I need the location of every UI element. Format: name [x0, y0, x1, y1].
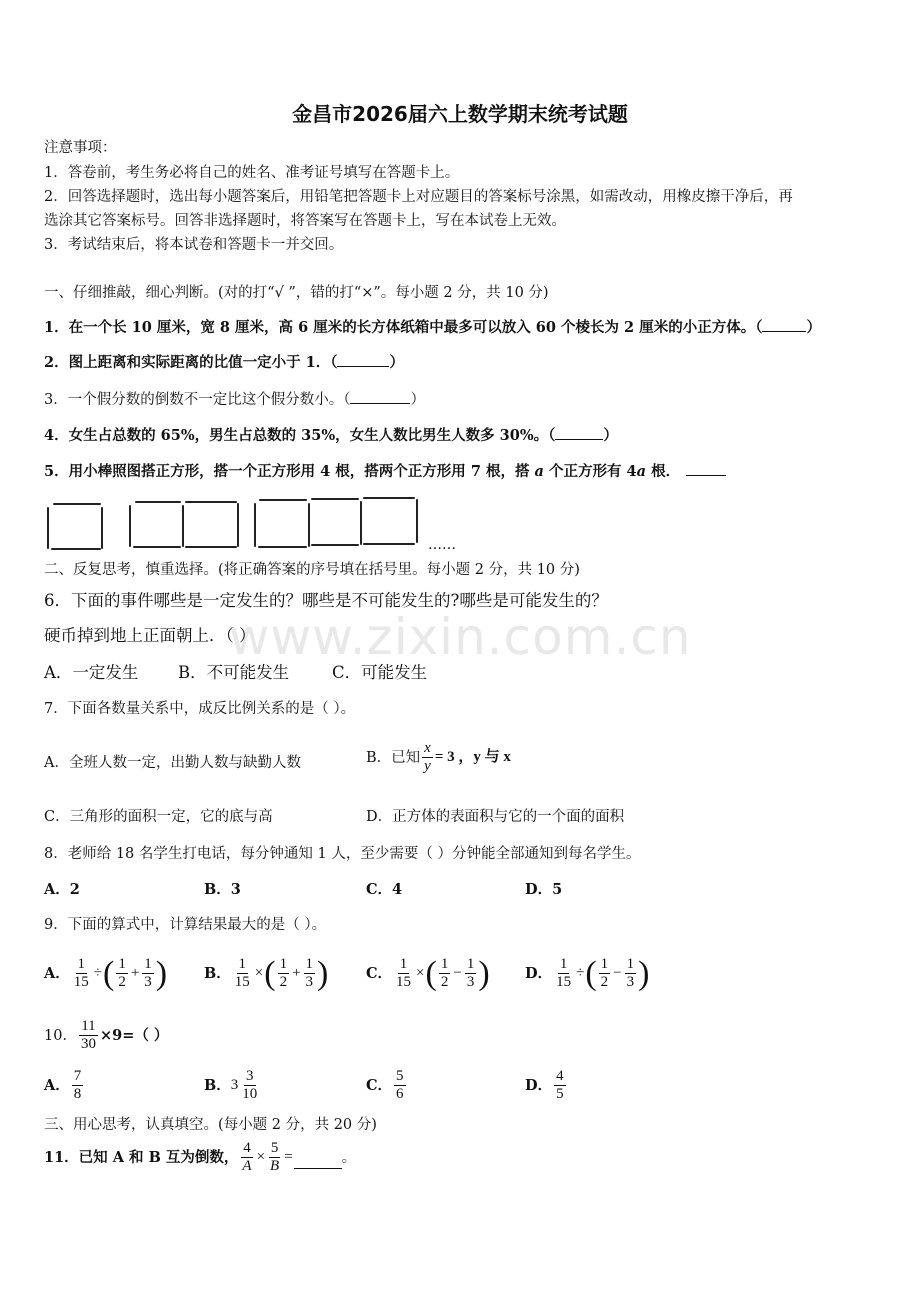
- three-squares-figure: [255, 498, 417, 547]
- question-10-label: 10．: [44, 1027, 77, 1044]
- question-4: [44, 425, 618, 444]
- question-7-b-post: = 3 ，y 与 x: [434, 749, 511, 766]
- question-1-close: ）: [806, 319, 821, 336]
- question-9-option-d[interactable]: [525, 956, 649, 992]
- question-5-pre: 5．用小棒照图搭正方形，搭一个正方形用 4 根，搭两个正方形用 7 根，搭: [44, 463, 535, 480]
- section1-heading: 一、仔细推敲，细心判断。(对的打“√ ”，错的打“×”。每小题 2 分，共 10 分): [44, 285, 549, 301]
- notice-item-3: 3．考试结束后，将本试卷和答题卡一并交回。: [44, 237, 344, 253]
- fraction-1-3: $\frac{1}{3}$: [466, 956, 475, 991]
- operator: −: [613, 965, 622, 982]
- operator: ×: [254, 965, 264, 982]
- question-8-option-d[interactable]: D．5: [525, 881, 563, 898]
- question-4-close: ）: [603, 427, 618, 444]
- question-11: [44, 1140, 356, 1176]
- operator: ÷: [93, 965, 102, 982]
- question-10-option-c[interactable]: [366, 1068, 408, 1104]
- question-9-option-c[interactable]: [366, 956, 490, 992]
- fraction-4-5: $\frac{4}{5}$: [556, 1068, 564, 1103]
- question-2-text: 2．图上距离和实际距离的比值一定小于 1．（: [44, 354, 338, 371]
- question-2: [44, 352, 404, 371]
- option-label: B．: [204, 964, 231, 982]
- question-5-mid: 个正方形有 4: [543, 463, 637, 480]
- question-5-var-a: a: [534, 463, 544, 480]
- fraction-1-15: $\frac{1}{15}$: [556, 956, 572, 991]
- operator: ×: [416, 965, 425, 982]
- watermark: www.zixin.com.cn: [228, 608, 692, 666]
- fraction-1-2: $\frac{1}{2}$: [440, 956, 449, 991]
- question-5-post: 根．: [646, 463, 681, 480]
- question-3: [44, 389, 425, 408]
- section2-heading: 二、反复思考，慎重选择。(将正确答案的序号填在括号里。每小题 2 分，共 10 分): [44, 562, 580, 578]
- fraction-1-3: $\frac{1}{3}$: [305, 956, 314, 991]
- question-10-stem: [44, 1018, 168, 1054]
- option-label: A．: [44, 1076, 70, 1094]
- question-6-option-a[interactable]: A．一定发生: [44, 663, 139, 682]
- fraction-x-over-y: $\frac{x}{y}$: [424, 740, 431, 775]
- question-3-text: 3．一个假分数的倒数不一定比这个假分数小。（: [44, 392, 351, 408]
- question-7-option-b[interactable]: [366, 740, 511, 776]
- question-7-option-c[interactable]: C．三角形的面积一定，它的底与高: [44, 809, 273, 825]
- fraction-1-15: $\frac{1}{15}$: [234, 956, 250, 991]
- answer-blank-3[interactable]: [350, 389, 410, 404]
- two-squares-figure: [130, 502, 238, 547]
- question-5: [44, 461, 726, 480]
- equals-sign: =: [284, 1149, 293, 1166]
- question-8-option-a[interactable]: A．2: [44, 881, 80, 898]
- left-paren: (: [585, 954, 597, 992]
- left-paren: (: [264, 954, 276, 992]
- question-6-stem: 6．下面的事件哪些是一定发生的？哪些是不可能发生的?哪些是可能发生的？: [44, 591, 608, 610]
- answer-blank-11[interactable]: [294, 1154, 342, 1169]
- operator: +: [292, 965, 301, 982]
- notice-heading: 注意事项：: [44, 140, 117, 156]
- fraction-1-15: $\frac{1}{15}$: [396, 956, 412, 991]
- question-9-stem: 9．下面的算式中，计算结果最大的是（ ）。: [44, 917, 327, 933]
- question-7-stem: 7．下面各数量关系中，成反比例关系的是（ ）。: [44, 701, 356, 717]
- question-11-pre: 11．已知 A 和 B 互为倒数，: [44, 1148, 239, 1166]
- answer-blank-1[interactable]: [762, 317, 806, 332]
- question-4-text: 4．女生占总数的 65%，男生占总数的 35%，女生人数比男生人数多 30%。（: [44, 427, 556, 444]
- answer-blank-2[interactable]: [337, 352, 389, 367]
- fraction-11-30: $\frac{11}{30}$: [80, 1018, 96, 1053]
- one-square-figure: [48, 504, 102, 549]
- question-7-b-pre: B．已知: [366, 749, 421, 766]
- question-10-option-b[interactable]: [204, 1068, 261, 1104]
- question-8-stem: 8．老师给 18 名学生打电话，每分钟通知 1 人，至少需要（ ）分钟能全部通知到每名学生。: [44, 846, 641, 862]
- notice-item-2-cont: 选涂其它答案标号。回答非选择题时，将答案写在答题卡上，写在本试卷上无效。: [44, 213, 566, 229]
- fraction-1-3: $\frac{1}{3}$: [626, 956, 635, 991]
- fraction-4-over-a: $\frac{4}{A}$: [242, 1140, 252, 1175]
- operator: +: [130, 965, 140, 982]
- section3-heading: 三、用心思考，认真填空。(每小题 2 分，共 20 分): [44, 1117, 377, 1133]
- fraction-1-2: $\frac{1}{2}$: [279, 956, 288, 991]
- question-9-option-b[interactable]: [204, 956, 328, 992]
- fraction-1-2: $\frac{1}{2}$: [600, 956, 609, 991]
- question-6-option-b[interactable]: B．不可能发生: [178, 663, 290, 682]
- option-label: D．: [525, 964, 553, 982]
- fraction-1-2: $\frac{1}{2}$: [118, 956, 126, 991]
- option-label: A．: [44, 964, 70, 982]
- answer-blank-4[interactable]: [555, 425, 603, 440]
- question-7-option-a[interactable]: A．全班人数一定，出勤人数与缺勤人数: [44, 755, 301, 771]
- option-label: C．: [366, 964, 393, 982]
- right-paren: ): [638, 954, 650, 992]
- mixed-number-3-3-10: 3 $\frac{3}{10}$: [230, 1068, 258, 1103]
- question-3-close: ）: [410, 392, 425, 408]
- option-label: D．: [525, 1076, 553, 1094]
- right-paren: ): [155, 954, 168, 992]
- matchstick-squares-figure: [40, 492, 430, 554]
- notice-item-2: 2．回答选择题时，选出每小题答案后，用铅笔把答题卡上对应题目的答案标号涂黑，如需改动，用橡皮擦干净后，再: [44, 189, 793, 205]
- figure-ellipsis: ……: [428, 537, 456, 553]
- question-2-close: ）: [389, 354, 404, 371]
- option-label: C．: [366, 1076, 393, 1094]
- notice-item-1: 1．答卷前，考生务必将自己的姓名、准考证号填写在答题卡上。: [44, 165, 460, 181]
- fraction-5-6: $\frac{5}{6}$: [396, 1068, 404, 1103]
- question-10-post: ×9=（ ）: [99, 1026, 169, 1044]
- question-7-option-d[interactable]: D．正方体的表面积与它的一个面的面积: [366, 809, 625, 825]
- answer-blank-5[interactable]: [686, 461, 726, 476]
- operator: −: [453, 965, 462, 982]
- option-label: B．: [204, 1076, 231, 1094]
- question-10-option-a[interactable]: [44, 1068, 85, 1104]
- left-paren: (: [425, 954, 437, 992]
- question-10-option-d[interactable]: [525, 1068, 568, 1104]
- left-paren: (: [103, 954, 115, 992]
- right-paren: ): [317, 954, 329, 992]
- question-8-option-c[interactable]: C．4: [366, 881, 403, 898]
- question-6-line: 硬币掉到地上正面朝上．（ ）: [44, 626, 256, 645]
- operator: ×: [256, 1149, 266, 1166]
- question-1: [44, 317, 821, 336]
- question-5-var-a2: a: [636, 463, 647, 480]
- page-title: 金昌市2026届六上数学期末统考试题: [292, 102, 628, 126]
- question-9-option-a[interactable]: [44, 956, 167, 992]
- question-6-option-c[interactable]: C．可能发生: [332, 663, 428, 682]
- question-8-option-b[interactable]: B．3: [204, 881, 241, 898]
- fraction-1-15: $\frac{1}{15}$: [73, 956, 89, 991]
- operator: ÷: [576, 965, 585, 982]
- question-1-text: 1．在一个长 10 厘米，宽 8 厘米，高 6 厘米的长方体纸箱中最多可以放入 60 个棱长为 2 厘米的小正方体。（: [44, 319, 763, 336]
- fraction-7-8: $\frac{7}{8}$: [73, 1068, 82, 1103]
- question-11-post: 。: [341, 1149, 357, 1166]
- fraction-1-3: $\frac{1}{3}$: [144, 956, 152, 991]
- fraction-5-over-b: $\frac{5}{B}$: [270, 1140, 280, 1175]
- right-paren: ): [478, 954, 490, 992]
